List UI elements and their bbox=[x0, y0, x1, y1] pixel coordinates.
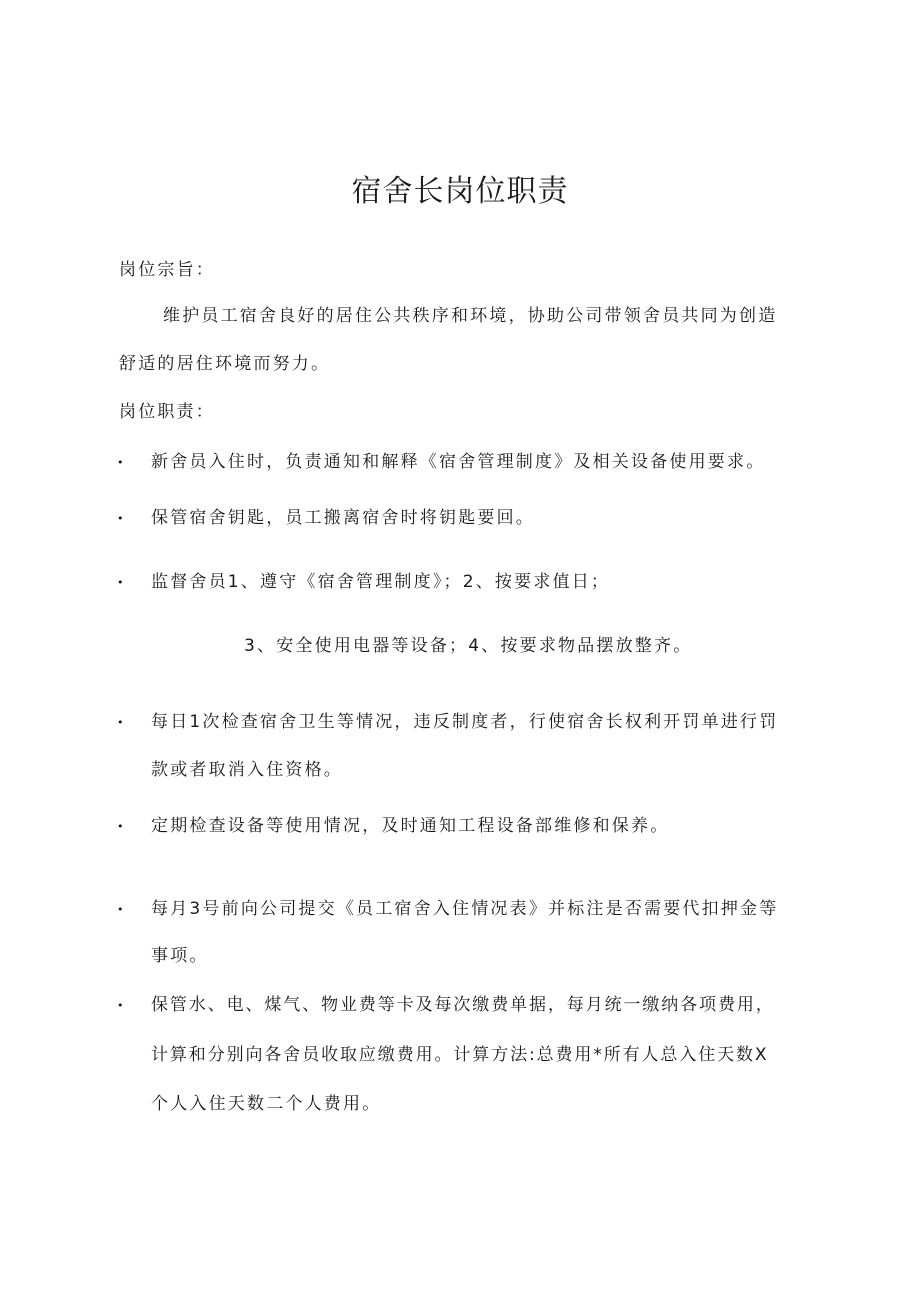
duty-1-line-1: 新舍员入住时，负责通知和解释《宿舍管理制度》及相关设备使用要求。 bbox=[151, 452, 766, 472]
document-title: 宿舍长岗位职责 bbox=[351, 174, 569, 209]
purpose-text-line-1: 维护员工宿舍良好的居住公共秩序和环境，协助公司带领舍员共同为创造 bbox=[163, 306, 778, 326]
duty-3-line-1: 监督舍员1、遵守《宿舍管理制度》；2、按要求值日； bbox=[151, 572, 611, 592]
duty-7-line-3: 个人入住天数二个人费用。 bbox=[151, 1094, 382, 1114]
bullet-icon: • bbox=[117, 576, 124, 589]
duty-4-line-2: 款或者取消入住资格。 bbox=[151, 760, 343, 780]
purpose-text-line-2: 舒适的居住环境而努力。 bbox=[119, 354, 331, 374]
duty-7-line-2: 计算和分别向各舍员收取应缴费用。计算方法:总费用*所有人总入住天数X bbox=[151, 1045, 769, 1065]
duty-7-line-1: 保管水、电、煤气、物业费等卡及每次缴费单据，每月统一缴纳各项费用， bbox=[151, 995, 775, 1015]
duty-6-line-1: 每月3号前向公司提交《员工宿舍入住情况表》并标注是否需要代扣押金等 bbox=[151, 899, 779, 919]
bullet-icon: • bbox=[117, 903, 124, 916]
duty-5-line-1: 定期检查设备等使用情况，及时通知工程设备部维修和保养。 bbox=[151, 816, 670, 836]
duty-4-line-1: 每日1次检查宿舍卫生等情况，违反制度者，行使宿舍长权利开罚单进行罚 bbox=[151, 712, 779, 732]
bullet-icon: • bbox=[117, 716, 124, 729]
bullet-icon: • bbox=[117, 512, 124, 525]
bullet-icon: • bbox=[117, 456, 124, 469]
duty-3-line-2: 3、安全使用电器等设备；4、按要求物品摆放整齐。 bbox=[244, 636, 693, 656]
section-heading-duties: 岗位职责： bbox=[119, 402, 215, 422]
duty-2-line-1: 保管宿舍钥匙，员工搬离宿舍时将钥匙要回。 bbox=[151, 508, 535, 528]
bullet-icon: • bbox=[117, 820, 124, 833]
bullet-icon: • bbox=[117, 999, 124, 1012]
section-heading-purpose: 岗位宗旨： bbox=[119, 260, 215, 280]
duty-6-line-2: 事项。 bbox=[151, 946, 209, 966]
